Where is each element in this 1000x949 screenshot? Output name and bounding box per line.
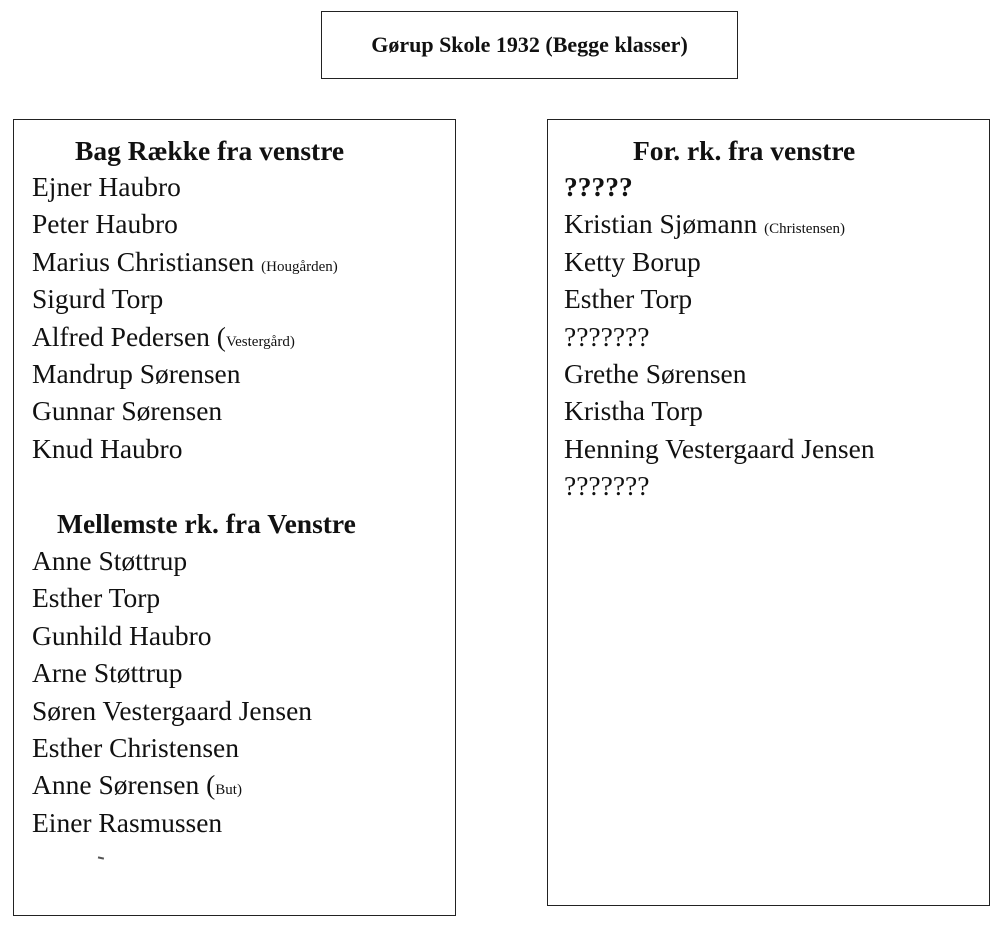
name-note: (Christensen) <box>764 221 845 238</box>
person-name: Henning Vestergaard Jensen <box>564 432 875 464</box>
name-entry <box>32 542 312 579</box>
person-name: Einer Rasmussen <box>32 806 223 838</box>
middle-row-list <box>32 542 312 841</box>
name-entry <box>564 280 875 317</box>
person-name: Knud Haubro <box>32 432 183 464</box>
title-box <box>321 11 738 79</box>
person-name: Ketty Borup <box>564 245 701 277</box>
name-entry <box>32 766 312 803</box>
person-name: Anne Sørensen ( <box>32 769 216 801</box>
person-name: Gunnar Sørensen <box>32 395 223 427</box>
name-entry <box>32 654 312 691</box>
name-entry <box>32 318 338 355</box>
name-entry <box>564 355 875 392</box>
person-name: Kristha Torp <box>564 395 703 427</box>
name-note: (Hougården) <box>261 258 338 275</box>
person-name: Esther Torp <box>32 582 161 614</box>
name-note: But) <box>215 782 242 799</box>
name-note: Vestergård) <box>225 333 295 350</box>
person-name: ????? <box>564 171 633 202</box>
front-row-heading: For. rk. fra venstre <box>633 135 856 166</box>
name-entry <box>32 692 312 729</box>
person-name: Alfred Pedersen ( <box>32 320 226 352</box>
person-name: Anne Støttrup <box>32 545 188 576</box>
person-name: ??????? <box>564 320 650 352</box>
name-entry <box>32 579 312 616</box>
person-name: Ejner Haubro <box>32 171 181 202</box>
person-name: Søren Vestergaard Jensen <box>32 694 313 726</box>
person-name: Marius Christiansen <box>32 245 262 277</box>
front-row-list <box>564 168 875 505</box>
name-entry <box>32 205 338 242</box>
name-entry <box>32 243 338 280</box>
name-entry <box>32 355 338 392</box>
person-name: ??????? <box>564 470 650 502</box>
back-row-list <box>32 168 338 467</box>
name-entry <box>564 430 875 467</box>
name-entry <box>32 430 338 467</box>
name-entry <box>564 467 875 504</box>
middle-row-heading: Mellemste rk. fra Venstre <box>57 508 356 539</box>
document-title: Gørup Skole 1932 (Begge klasser) <box>371 32 688 57</box>
name-entry <box>32 168 338 205</box>
person-name: Esther Torp <box>564 283 693 315</box>
name-entry <box>32 280 338 317</box>
person-name: Esther Christensen <box>32 731 239 763</box>
name-entry <box>32 392 338 429</box>
name-entry <box>32 617 312 654</box>
name-entry <box>32 804 312 841</box>
back-row-heading: Bag Række fra venstre <box>75 135 345 166</box>
name-entry <box>564 243 875 280</box>
name-entry <box>564 205 875 242</box>
person-name: Gunhild Haubro <box>32 619 212 651</box>
name-entry <box>32 729 312 766</box>
name-entry <box>564 318 875 355</box>
person-name: Mandrup Sørensen <box>32 357 241 389</box>
person-name: Sigurd Torp <box>32 283 164 315</box>
person-name: Arne Støttrup <box>32 657 183 689</box>
person-name: Kristian Sjømann <box>564 208 765 240</box>
person-name: Peter Haubro <box>32 208 178 240</box>
person-name: Grethe Sørensen <box>564 357 747 389</box>
name-entry <box>564 392 875 429</box>
name-entry <box>564 168 875 205</box>
